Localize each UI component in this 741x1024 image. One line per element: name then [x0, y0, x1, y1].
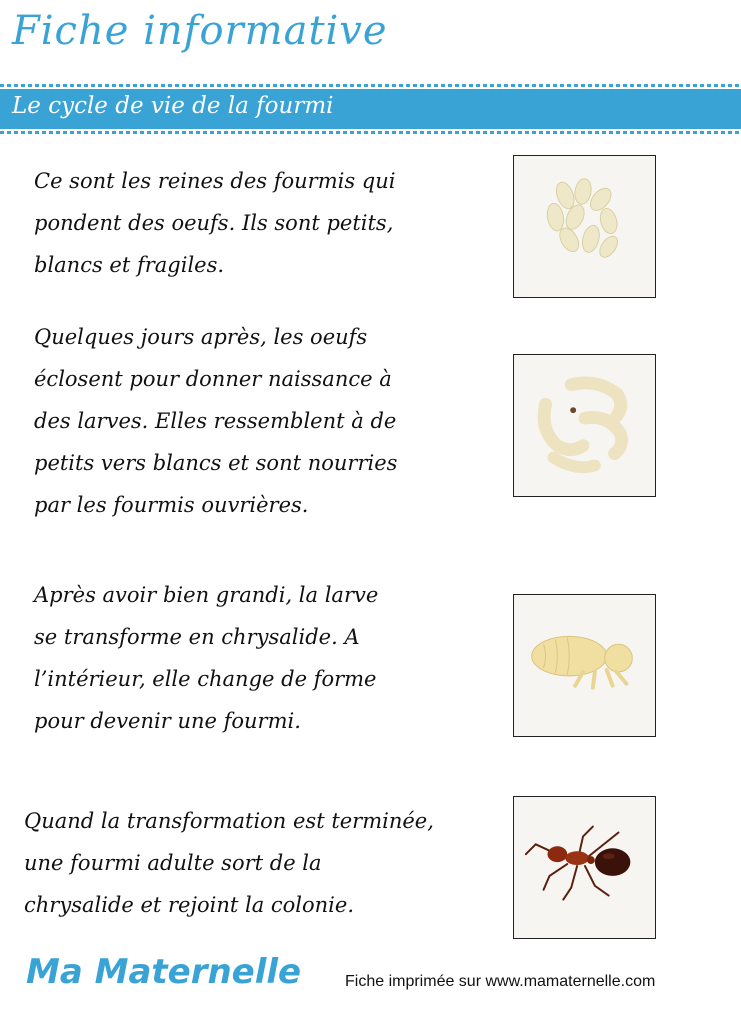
page-title: Fiche informative	[12, 8, 388, 54]
paragraph-adult: Quand la transformation est terminée, une fourmi adulte sort de la chrysalide et rejoint la colonie.	[24, 809, 434, 917]
subtitle-banner	[0, 89, 741, 129]
ant-pupa-photo	[513, 594, 656, 737]
ant-larvae-photo	[513, 354, 656, 497]
paragraph-eggs: Ce sont les reines des fourmis qui pondent des oeufs. Ils sont petits, blancs et fragiles.	[34, 169, 396, 277]
brand-logo: Ma Maternelle	[26, 952, 302, 992]
ant-eggs-photo	[513, 155, 656, 298]
page-subtitle: Le cycle de vie de la fourmi	[12, 93, 334, 119]
adult-ant-photo	[513, 796, 656, 939]
paragraph-pupa: Après avoir bien grandi, la larve se transforme en chrysalide. A l’intérieur, elle change de forme pour devenir une fourmi.	[34, 583, 379, 733]
paragraph-larvae: Quelques jours après, les oeufs éclosent pour donner naissance à des larves. Elles ressemblent à de petits vers blancs et sont nourries par les fourmis ouvrières.	[34, 325, 398, 517]
footer-note: Fiche imprimée sur www.mamaternelle.com	[345, 973, 656, 990]
